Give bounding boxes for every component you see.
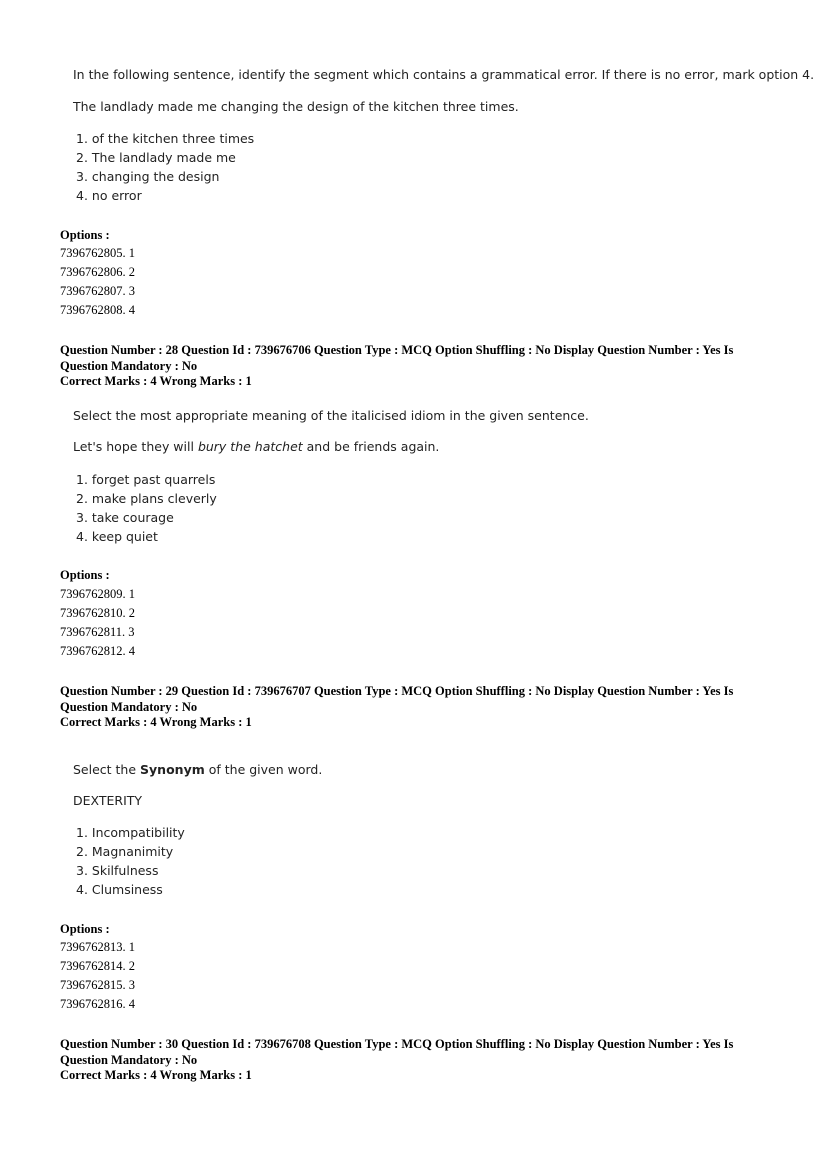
meta-line-2: Question Mandatory : No	[60, 358, 198, 373]
instruction-emphasis: Synonym	[140, 762, 205, 777]
answer-choices	[76, 823, 185, 899]
answer-choice: 4. Clumsiness	[76, 882, 163, 897]
options-label: Options :	[60, 568, 110, 582]
option-id: 7396762815. 3	[60, 978, 135, 992]
idiom: bury the hatchet	[197, 439, 303, 454]
option-id: 7396762807. 3	[60, 284, 135, 298]
question-instruction	[73, 762, 322, 777]
options-list	[60, 585, 135, 661]
answer-choice: 1. forget past quarrels	[76, 472, 216, 487]
answer-choice: 2. Magnanimity	[76, 844, 174, 859]
answer-choices	[76, 129, 254, 205]
answer-choice: 1. of the kitchen three times	[76, 131, 255, 146]
option-id: 7396762813. 1	[60, 940, 135, 954]
answer-choices	[76, 470, 217, 546]
meta-line-1: Question Number : 30 Question Id : 739676708 Question Type : MCQ Option Shuffling : No Display Question Number : Yes Is	[60, 1037, 734, 1051]
option-id: 7396762806. 2	[60, 265, 135, 279]
answer-choice: 2. make plans cleverly	[76, 491, 217, 506]
meta-line-3: Correct Marks : 4 Wrong Marks : 1	[60, 715, 252, 729]
option-id: 7396762816. 4	[60, 997, 135, 1011]
sentence-pre: Let's hope they will	[73, 439, 198, 454]
option-id: 7396762812. 4	[60, 644, 135, 658]
options-list	[60, 244, 135, 320]
question-meta	[60, 1037, 750, 1084]
meta-line-3: Correct Marks : 4 Wrong Marks : 1	[60, 1068, 252, 1082]
meta-line-3: Correct Marks : 4 Wrong Marks : 1	[60, 374, 252, 388]
option-id: 7396762811. 3	[60, 625, 135, 639]
question-instruction: In the following sentence, identify the segment which contains a grammatical error. If there is no error, mark option 4.	[73, 67, 815, 82]
meta-line-1: Question Number : 28 Question Id : 739676706 Question Type : MCQ Option Shuffling : No Display Question Number : Yes Is	[60, 343, 734, 357]
question-meta	[60, 684, 750, 731]
question-meta	[60, 343, 750, 390]
sentence-post: and be friends again.	[302, 439, 440, 454]
answer-choice: 3. take courage	[76, 510, 174, 525]
answer-choice: 4. keep quiet	[76, 529, 158, 544]
meta-line-2: Question Mandatory : No	[60, 699, 198, 714]
instruction-pre: Select the	[73, 762, 141, 777]
question-sentence: The landlady made me changing the design of the kitchen three times.	[73, 99, 519, 114]
option-id: 7396762808. 4	[60, 303, 135, 317]
options-list	[60, 938, 135, 1014]
meta-line-2: Question Mandatory : No	[60, 1052, 198, 1067]
answer-choice: 3. Skilfulness	[76, 863, 159, 878]
question-instruction: Select the most appropriate meaning of the italicised idiom in the given sentence.	[73, 408, 589, 423]
option-id: 7396762809. 1	[60, 587, 135, 601]
question-sentence	[73, 439, 439, 454]
instruction-post: of the given word.	[204, 762, 323, 777]
answer-choice: 1. Incompatibility	[76, 825, 185, 840]
answer-choice: 4. no error	[76, 188, 142, 203]
meta-line-1: Question Number : 29 Question Id : 739676707 Question Type : MCQ Option Shuffling : No Display Question Number : Yes Is	[60, 684, 734, 698]
answer-choice: 3. changing the design	[76, 169, 220, 184]
option-id: 7396762814. 2	[60, 959, 135, 973]
option-id: 7396762805. 1	[60, 246, 135, 260]
option-id: 7396762810. 2	[60, 606, 135, 620]
options-label: Options :	[60, 922, 110, 936]
question-word: DEXTERITY	[73, 793, 143, 808]
options-label: Options :	[60, 228, 110, 242]
answer-choice: 2. The landlady made me	[76, 150, 236, 165]
